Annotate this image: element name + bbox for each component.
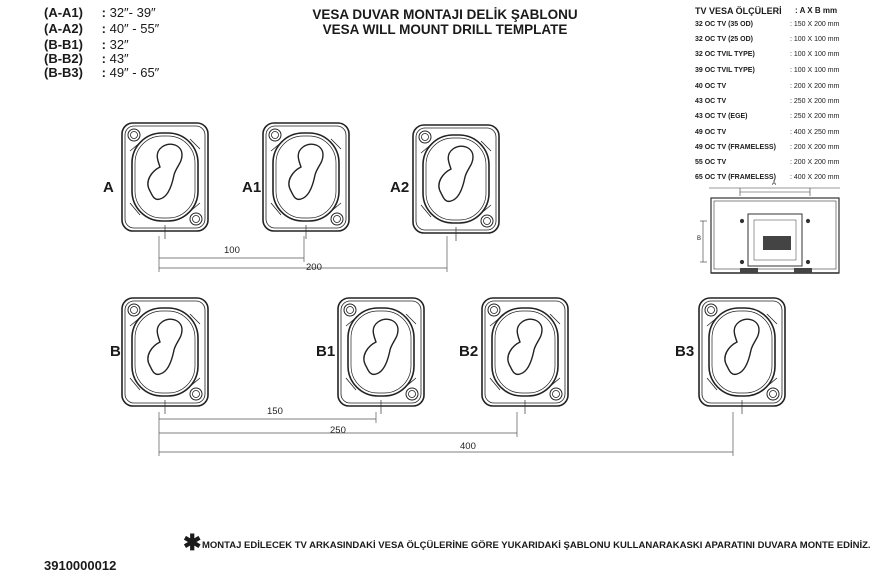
page-title: VESA DUVAR MONTAJI DELİK ŞABLONU <box>312 7 578 22</box>
spec-columns: : A X B mm <box>795 6 838 15</box>
spec-model: 32 OC TVIL TYPE) <box>695 51 755 58</box>
spec-size: : 200 X 200 mm <box>790 159 840 166</box>
legend-value: 32″ <box>109 37 129 52</box>
spec-size: : 200 X 200 mm <box>790 83 840 90</box>
plate-b <box>122 298 208 414</box>
legend-row <box>44 22 159 36</box>
spec-size: : 250 X 200 mm <box>790 98 840 105</box>
spec-model: 39 OC TVIL TYPE) <box>695 67 755 74</box>
legend-value: 40″ - 55″ <box>109 21 160 36</box>
spec-row <box>695 82 839 91</box>
spec-row <box>695 50 839 59</box>
plate-label-a2: A2 <box>390 179 410 196</box>
spec-table-heading <box>695 6 838 16</box>
spec-size: : 150 X 200 mm <box>790 21 840 28</box>
spec-size: : 400 X 200 mm <box>790 174 840 181</box>
spec-size: : 100 X 100 mm <box>790 36 840 43</box>
spec-row <box>695 66 839 75</box>
mounting-note: MONTAJ EDİLECEK TV ARKASINDAKİ VESA ÖLÇÜLERİNE GÖRE YUKARIDAKİ ŞABLONU KULLANARAKASKI APARATINI DUVARA MONTE EDİNİZ. <box>202 540 871 551</box>
legend-code: (A-A2) <box>44 21 83 36</box>
spec-model: 55 OC TV <box>695 159 727 166</box>
legend-sep: : <box>101 51 106 66</box>
spec-model: 40 OC TV <box>695 83 727 90</box>
legend-value: 32″- 39″ <box>109 5 156 20</box>
legend-value: 49″ - 65″ <box>109 65 160 80</box>
spec-model: 43 OC TV (EGE) <box>695 113 748 120</box>
spec-row <box>695 35 839 44</box>
plate-a2 <box>413 125 499 241</box>
plate-label-b1: B1 <box>316 343 336 360</box>
legend-code: (B-B2) <box>44 51 83 66</box>
plate-b3 <box>699 298 785 414</box>
plate-label-a1: A1 <box>242 179 262 196</box>
dimension-label: 150 <box>267 406 283 417</box>
legend-sep: : <box>101 21 106 36</box>
spec-model: 43 OC TV <box>695 98 727 105</box>
spec-row <box>695 20 839 29</box>
legend-sep: : <box>101 37 106 52</box>
spec-model: 49 OC TV (FRAMELESS) <box>695 144 776 151</box>
spec-size: : 400 X 250 mm <box>790 129 840 136</box>
tv-dim-b-label: B <box>697 236 702 242</box>
legend-code: (B-B1) <box>44 37 83 52</box>
legend-code: (B-B3) <box>44 65 83 80</box>
dimension-label: 400 <box>460 441 476 452</box>
tv-back-illustration <box>700 188 840 273</box>
dimension-label: 250 <box>330 425 346 436</box>
spec-row <box>695 97 839 106</box>
tv-dim-a-label: A <box>772 181 777 187</box>
part-number: 3910000012 <box>44 558 117 573</box>
spec-row <box>695 158 839 167</box>
dimension-label: 100 <box>224 245 240 256</box>
plate-a <box>122 123 208 239</box>
plate-b1 <box>338 298 424 414</box>
spec-size: : 250 X 200 mm <box>790 113 840 120</box>
legend-value: 43″ <box>109 51 129 66</box>
legend-code: (A-A1) <box>44 5 83 20</box>
spec-size: : 100 X 100 mm <box>790 67 840 74</box>
spec-size: : 200 X 200 mm <box>790 144 840 151</box>
legend-row <box>44 52 129 66</box>
plate-a1 <box>263 123 349 239</box>
plate-label-b: B <box>110 343 121 360</box>
spec-row <box>695 112 839 121</box>
top-dimension-lines <box>159 236 447 272</box>
spec-row <box>695 143 839 152</box>
spec-heading-text: TV VESA ÖLÇÜLERİ <box>695 6 782 16</box>
legend-sep: : <box>101 65 106 80</box>
plate-label-b2: B2 <box>459 343 479 360</box>
dimension-label: 200 <box>306 262 322 273</box>
page-subtitle: VESA WILL MOUNT DRILL TEMPLATE <box>322 22 568 37</box>
spec-row <box>695 173 839 182</box>
legend-row <box>44 6 156 20</box>
spec-model: 32 OC TV (25 OD) <box>695 36 753 43</box>
spec-model: 32 OC TV (35 OD) <box>695 21 753 28</box>
bottom-dimension-lines <box>159 412 733 456</box>
spec-size: : 100 X 100 mm <box>790 51 840 58</box>
plate-b2 <box>482 298 568 414</box>
legend-row <box>44 66 159 80</box>
plate-label-b3: B3 <box>675 343 695 360</box>
asterisk-icon: ✱ <box>183 530 202 555</box>
legend-sep: : <box>101 5 106 20</box>
spec-model: 65 OC TV (FRAMELESS) <box>695 174 776 181</box>
spec-row <box>695 128 839 137</box>
plate-label-a: A <box>103 179 114 196</box>
legend-row <box>44 38 129 52</box>
spec-model: 49 OC TV <box>695 129 727 136</box>
